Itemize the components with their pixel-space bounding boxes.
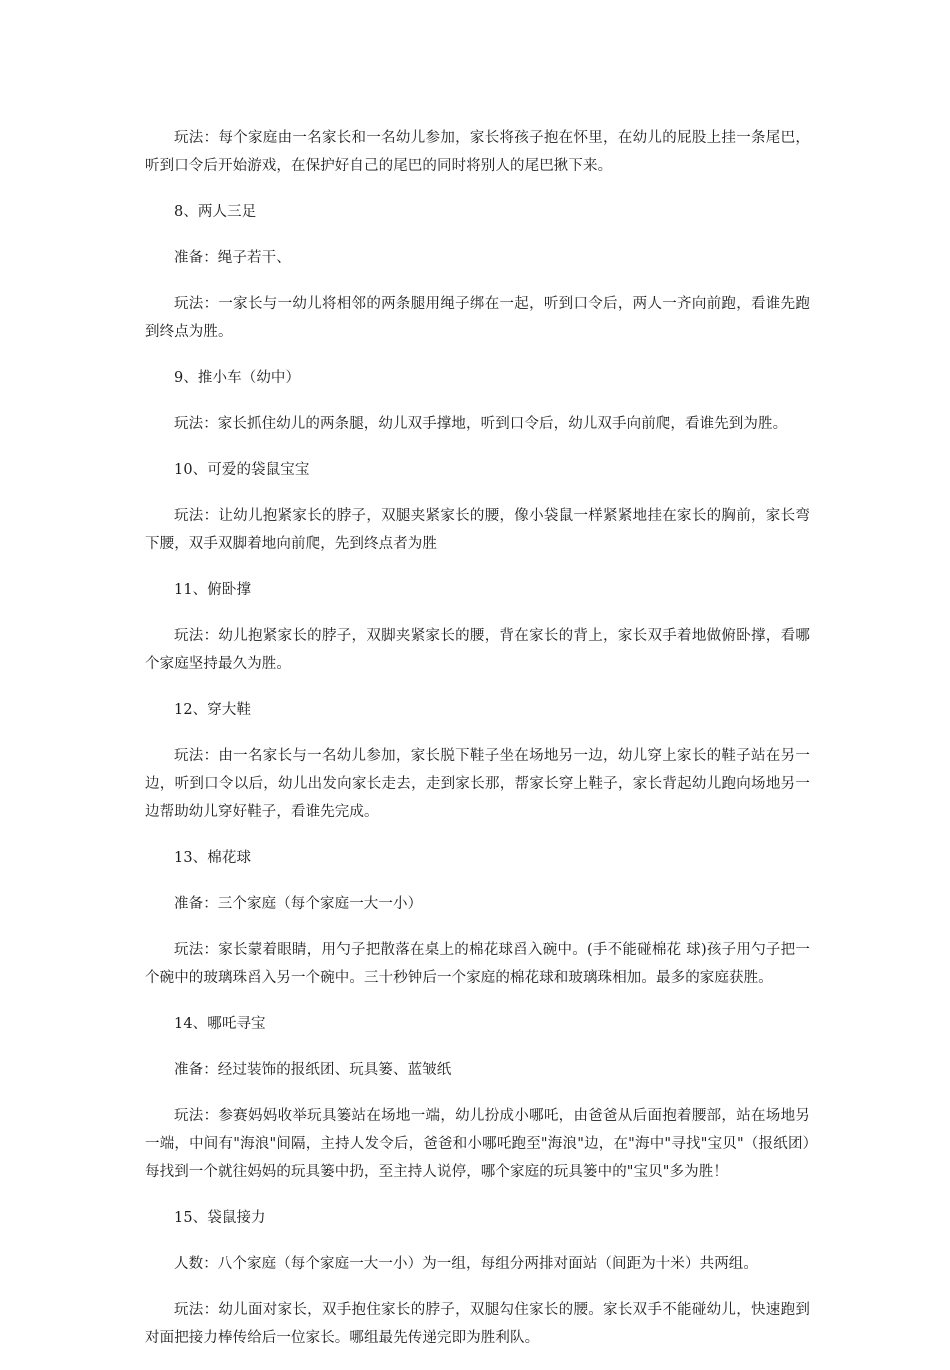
heading-game-12: 12、穿大鞋 — [174, 702, 252, 718]
paragraph-game-9-rules: 玩法：家长抓住幼儿的两条腿，幼儿双手撑地，听到口令后，幼儿双手向前爬，看谁先到为胜。 — [174, 416, 788, 432]
paragraph-game-14-prep: 准备：经过装饰的报纸团、玩具篓、蓝皱纸 — [174, 1062, 452, 1078]
paragraph-game-14-rules: 玩法：参赛妈妈收举玩具篓站在场地一端，幼儿扮成小哪吒，由爸爸从后面抱着腰部，站在场地另一端，中间有"海浪"间隔，主持人发令后，爸爸和小哪吒跑至"海浪"边，在"海中"寻找"宝贝"（报纸团）每找到一个就往妈妈的玩具篓中扔，至主持人说停，哪个家庭的玩具篓中的"宝贝"多为胜！ — [145, 1108, 810, 1180]
paragraph-game-13-prep: 准备：三个家庭（每个家庭一大一小） — [174, 896, 423, 912]
paragraph-game-8-prep: 准备：绳子若干、 — [174, 250, 291, 266]
paragraph-game-15-rules: 玩法：幼儿面对家长，双手抱住家长的脖子，双腿勾住家长的腰。家长双手不能碰幼儿，快速跑到对面把接力棒传给后一位家长。哪组最先传递完即为胜利队。 — [145, 1302, 810, 1346]
paragraph-game-8-rules: 玩法：一家长与一幼儿将相邻的两条腿用绳子绑在一起，听到口令后，两人一齐向前跑，看谁先跑到终点为胜。 — [145, 296, 810, 340]
paragraph-game-10-rules: 玩法：让幼儿抱紧家长的脖子，双腿夹紧家长的腰，像小袋鼠一样紧紧地挂在家长的胸前，家长弯下腰，双手双脚着地向前爬，先到终点者为胜 — [145, 508, 810, 552]
paragraph-game-13-rules: 玩法：家长蒙着眼睛，用勺子把散落在桌上的棉花球舀入碗中。(手不能碰棉花 球)孩子用勺子把一个碗中的玻璃珠舀入另一个碗中。三十秒钟后一个家庭的棉花球和玻璃珠相加。最多的家庭获胜。 — [145, 942, 810, 986]
heading-game-15: 15、袋鼠接力 — [174, 1210, 266, 1226]
document-body — [145, 124, 810, 1370]
heading-game-14: 14、哪吒寻宝 — [174, 1016, 266, 1032]
paragraph-tail-game-rules: 玩法：每个家庭由一名家长和一名幼儿参加，家长将孩子抱在怀里，在幼儿的屁股上挂一条尾巴，听到口令后开始游戏，在保护好自己的尾巴的同时将别人的尾巴揪下来。 — [145, 130, 810, 174]
paragraph-game-15-players: 人数：八个家庭（每个家庭一大一小）为一组，每组分两排对面站（间距为十米）共两组。 — [174, 1256, 758, 1272]
paragraph-game-11-rules: 玩法：幼儿抱紧家长的脖子，双脚夹紧家长的腰，背在家长的背上，家长双手着地做俯卧撑，看哪个家庭坚持最久为胜。 — [145, 628, 810, 672]
heading-game-13: 13、棉花球 — [174, 850, 252, 866]
heading-game-11: 11、俯卧撑 — [174, 582, 252, 598]
heading-game-10: 10、可爱的袋鼠宝宝 — [174, 462, 310, 478]
heading-game-8: 8、两人三足 — [174, 204, 257, 220]
heading-game-9: 9、推小车（幼中） — [174, 370, 301, 386]
paragraph-game-12-rules: 玩法：由一名家长与一名幼儿参加，家长脱下鞋子坐在场地另一边，幼儿穿上家长的鞋子站在另一边，听到口令以后，幼儿出发向家长走去，走到家长那，帮家长穿上鞋子，家长背起幼儿跑向场地另一边帮助幼儿穿好鞋子，看谁先完成。 — [145, 748, 810, 820]
